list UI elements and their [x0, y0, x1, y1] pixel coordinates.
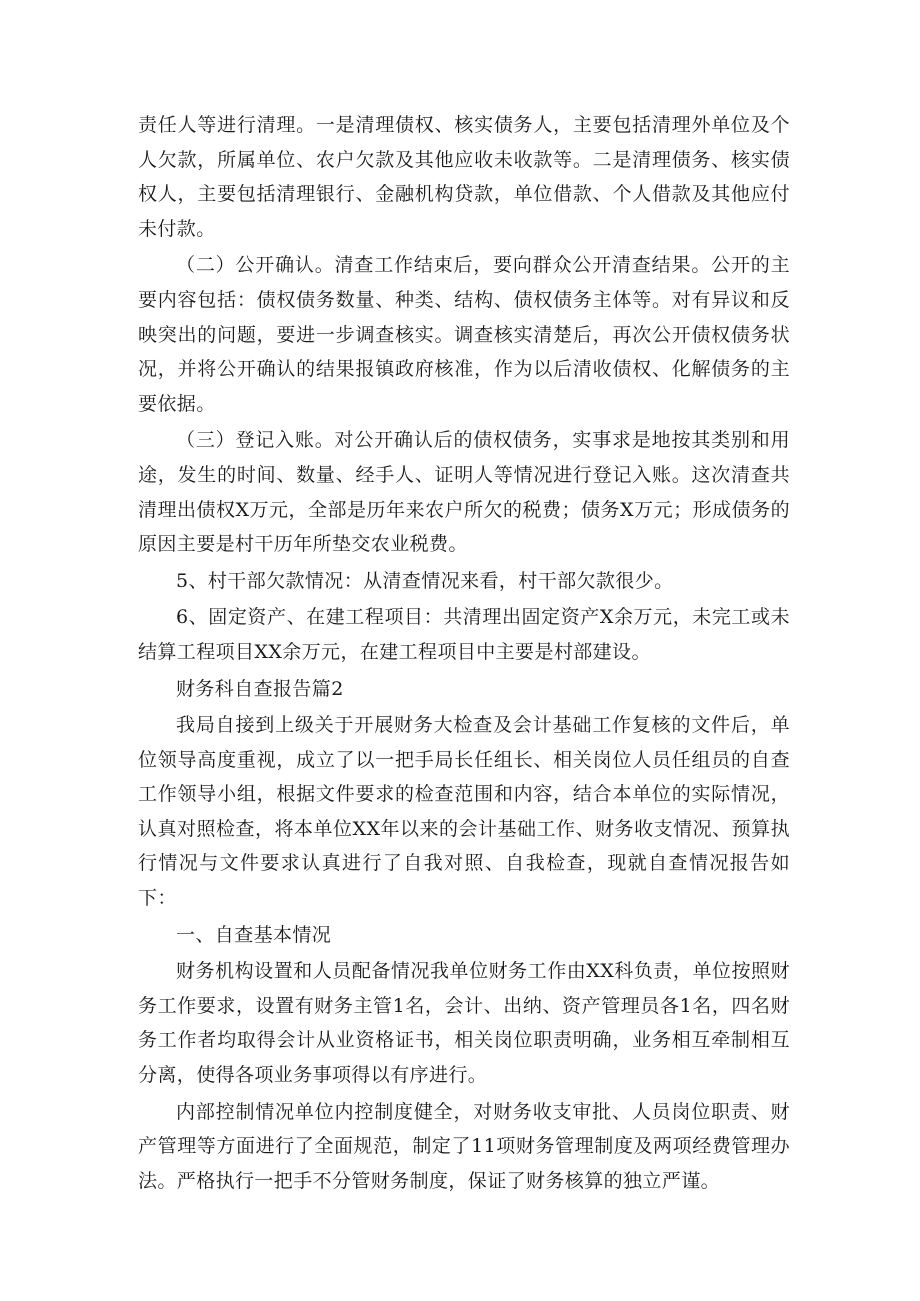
paragraph-debt-cleanup: 责任人等进行清理。一是清理债权、核实债务人，主要包括清理外单位及个人欠款，所属单位、农户欠款及其他应收未收款等。二是清理债务、核实债权人，主要包括清理银行、金融机构贷款，单位借款、个人借款及其他应付未付款。	[138, 114, 790, 240]
paragraph-public-confirmation: （二）公开确认。清查工作结束后，要向群众公开清查结果。公开的主要内容包括：债权债务数量、种类、结构、债权债务主体等。对有异议和反映突出的问题，要进一步调查核实。调查核实清楚后，再次公开债权债务状况，并将公开确认的结果报镇政府核准，作为以后清收债权、化解债务的主要依据。	[138, 254, 790, 415]
paragraph-registration: （三）登记入账。对公开确认后的债权债务，实事求是地按其类别和用途，发生的时间、数量、经手人、证明人等情况进行登记入账。这次清查共清理出债权X万元，全部是历年来农户所欠的税费；债务X万元；形成债务的原因主要是村干历年所垫交农业税费。	[138, 429, 790, 556]
document-body	[138, 108, 790, 1198]
paragraph-fixed-assets: 6、固定资产、在建工程项目：共清理出固定资产X余万元，未完工或未结算工程项目XX余万元，在建工程项目中主要是村部建设。	[138, 606, 790, 663]
paragraph-cadre-debts: 5、村干部欠款情况：从清查情况来看，村干部欠款很少。	[176, 569, 674, 592]
paragraph-internal-control: 内部控制情况单位内控制度健全，对财务收支审批、人员岗位职责、财产管理等方面进行了全面规范，制定了11项财务管理制度及两项经费管理办法。严格执行一把手不分管财务制度，保证了财务核算的独立严谨。	[138, 1100, 790, 1192]
section-heading-basic-situation: 一、自查基本情况	[176, 923, 332, 946]
section-heading-report-2: 财务科自查报告篇2	[176, 677, 344, 700]
paragraph-report-intro: 我局自接到上级关于开展财务大检查及会计基础工作复核的文件后，单位领导高度重视，成立了以一把手局长任组长、相关岗位人员任组员的自查工作领导小组，根据文件要求的检查范围和内容，结合本单位的实际情况，认真对照检查，将本单位XX年以来的会计基础工作、财务收支情况、预算执行情况与文件要求认真进行了自我对照、自我检查，现就自查情况报告如下：	[138, 714, 790, 910]
paragraph-staffing: 财务机构设置和人员配备情况我单位财务工作由XX科负责，单位按照财务工作要求，设置有财务主管1名，会计、出纳、资产管理员各1名，四名财务工作者均取得会计从业资格证书，相关岗位职责明确，业务相互牵制相互分离，使得各项业务事项得以有序进行。	[138, 960, 790, 1087]
